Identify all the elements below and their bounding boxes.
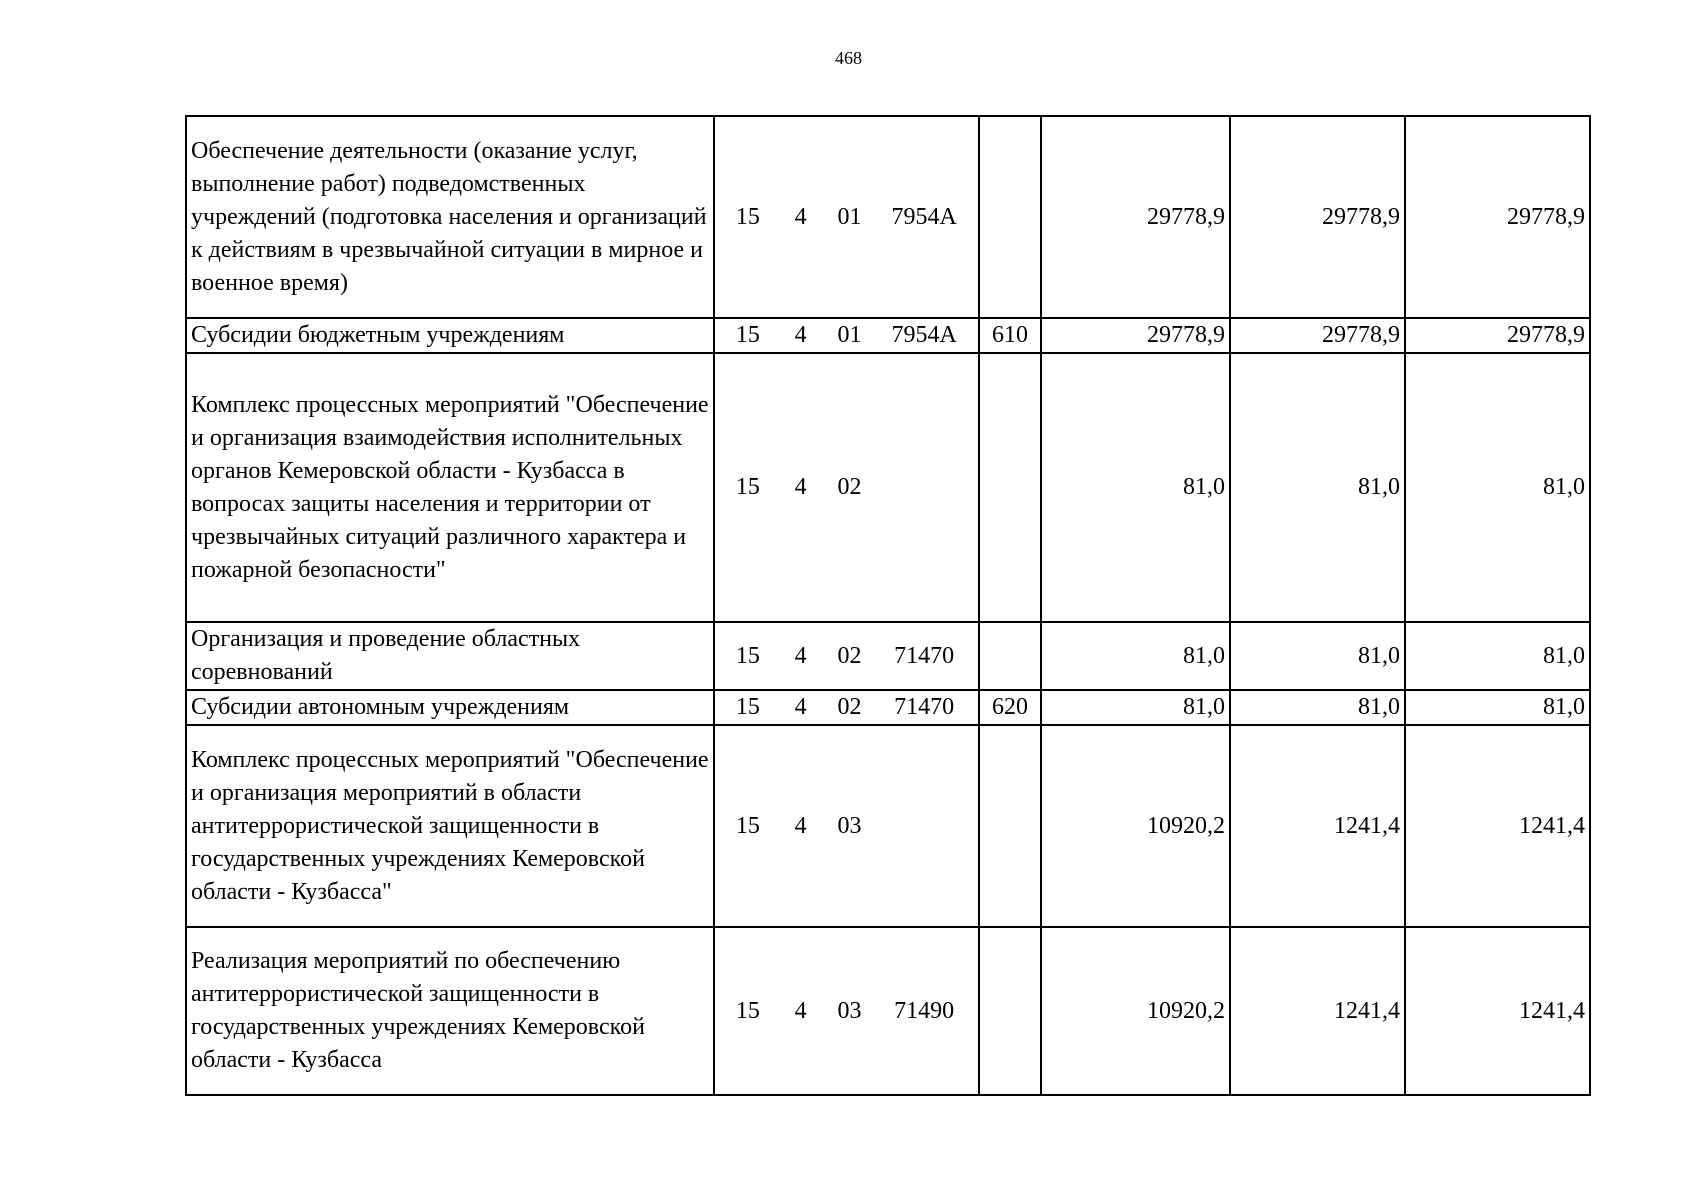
amount-year2: 1241,4 [1230, 725, 1405, 927]
code-pp: 4 [794, 694, 807, 720]
row-codes [714, 725, 979, 927]
amount-year3: 81,0 [1405, 622, 1590, 690]
code-vr: 620 [979, 690, 1041, 725]
amount-year3: 81,0 [1405, 353, 1590, 622]
amount-year1: 81,0 [1041, 690, 1230, 725]
amount-year1: 29778,9 [1041, 116, 1230, 318]
row-codes [714, 690, 979, 725]
row-codes [714, 927, 979, 1095]
code-pp: 4 [794, 203, 807, 230]
code-gp: 15 [735, 642, 760, 669]
amount-year3: 81,0 [1405, 690, 1590, 725]
row-codes [714, 622, 979, 690]
table-row [186, 725, 1590, 927]
code-gp: 15 [735, 694, 760, 720]
amount-year2: 81,0 [1230, 622, 1405, 690]
amount-year1: 81,0 [1041, 353, 1230, 622]
row-name: Организация и проведение областных соревнований [186, 622, 714, 690]
code-pp: 4 [794, 474, 807, 500]
code-me: 02 [837, 474, 862, 500]
row-name: Субсидии бюджетным учреждениям [186, 318, 714, 353]
page-number: 468 [835, 48, 862, 68]
code-vr [979, 725, 1041, 927]
amount-year3: 1241,4 [1405, 725, 1590, 927]
code-me: 01 [837, 203, 862, 230]
amount-year3: 1241,4 [1405, 927, 1590, 1095]
amount-year2: 81,0 [1230, 690, 1405, 725]
code-me: 03 [837, 812, 862, 839]
code-ce: 71490 [894, 997, 955, 1024]
code-me: 01 [837, 322, 862, 348]
budget-table [185, 115, 1591, 1096]
code-gp: 15 [735, 322, 760, 348]
amount-year1: 10920,2 [1041, 927, 1230, 1095]
row-name: Комплекс процессных мероприятий "Обеспечение и организация взаимодействия исполнительных органов Кемеровской области - Кузбасса в вопросах защиты населения и территории от чрезвычайных ситуаций различного характера и пожарной безопасности" [186, 353, 714, 622]
amount-year2: 29778,9 [1230, 116, 1405, 318]
row-codes [714, 353, 979, 622]
table-row [186, 318, 1590, 353]
table-row [186, 116, 1590, 318]
amount-year2: 29778,9 [1230, 318, 1405, 353]
table-row [186, 690, 1590, 725]
row-codes [714, 116, 979, 318]
row-name: Реализация мероприятий по обеспечению антитеррористической защищенности в государственных учреждениях Кемеровской области - Кузбасса [186, 927, 714, 1095]
row-name: Обеспечение деятельности (оказание услуг, выполнение работ) подведомственных учреждений (подготовка населения и организаций к действиям в чрезвычайной ситуации в мирное и военное время) [186, 116, 714, 318]
code-vr [979, 927, 1041, 1095]
amount-year1: 81,0 [1041, 622, 1230, 690]
amount-year3: 29778,9 [1405, 116, 1590, 318]
code-ce: 71470 [894, 694, 955, 720]
code-gp: 15 [735, 203, 760, 230]
code-me: 02 [837, 694, 862, 720]
code-pp: 4 [794, 812, 807, 839]
amount-year3: 29778,9 [1405, 318, 1590, 353]
amount-year1: 29778,9 [1041, 318, 1230, 353]
amount-year2: 81,0 [1230, 353, 1405, 622]
code-gp: 15 [735, 474, 760, 500]
row-name: Комплекс процессных мероприятий "Обеспечение и организация мероприятий в области антитеррористической защищенности в государственных учреждениях Кемеровской области - Кузбасса" [186, 725, 714, 927]
code-vr [979, 622, 1041, 690]
amount-year2: 1241,4 [1230, 927, 1405, 1095]
code-pp: 4 [794, 642, 807, 669]
code-ce: 71470 [894, 642, 955, 669]
table-row [186, 353, 1590, 622]
code-vr [979, 353, 1041, 622]
code-vr [979, 116, 1041, 318]
code-pp: 4 [794, 322, 807, 348]
code-gp: 15 [735, 812, 760, 839]
code-ce: 7954А [891, 322, 957, 348]
code-me: 02 [837, 642, 862, 669]
row-name: Субсидии автономным учреждениям [186, 690, 714, 725]
code-pp: 4 [794, 997, 807, 1024]
code-vr: 610 [979, 318, 1041, 353]
table-row [186, 927, 1590, 1095]
amount-year1: 10920,2 [1041, 725, 1230, 927]
code-me: 03 [837, 997, 862, 1024]
table-row [186, 622, 1590, 690]
row-codes [714, 318, 979, 353]
code-gp: 15 [735, 997, 760, 1024]
code-ce: 7954А [891, 203, 957, 230]
